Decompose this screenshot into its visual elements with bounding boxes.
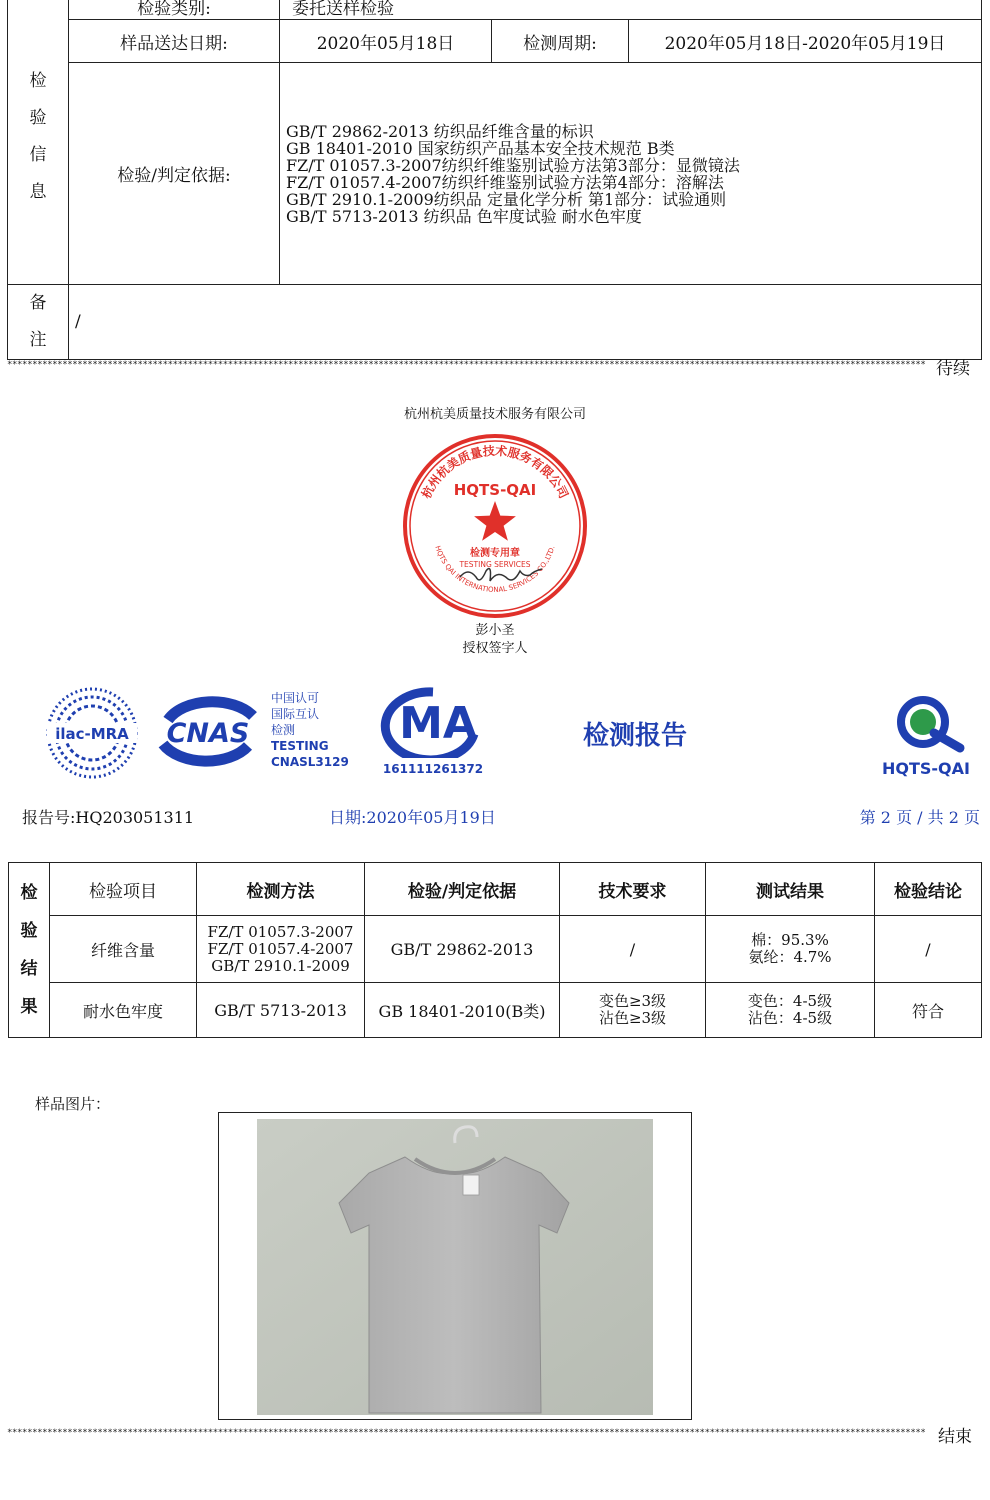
continued-text: 待续	[936, 359, 970, 379]
report-date: 日期:2020年05月19日	[329, 808, 496, 827]
sample-photo-label: 样品图片：	[35, 1095, 111, 1113]
header-item: 检验项目	[50, 863, 197, 916]
table-row	[9, 916, 982, 983]
row-item: 耐水色牢度	[50, 983, 197, 1038]
separator-stars: ***************************************************************************************************************************************************************************************	[7, 360, 926, 370]
basis-line: FZ/T 01057.4-2007纺织纤维鉴别试验方法第4部分：溶解法	[286, 172, 724, 192]
inspection-info-table	[7, 0, 982, 360]
results-section-label: 检 验 结 果	[9, 863, 50, 1038]
signatory-name: 彭小圣	[475, 623, 515, 638]
basis-line: GB/T 2910.1-2009纺织品 定量化学分析 第1部分：试验通则	[286, 189, 727, 209]
row-item: 纤维含量	[50, 916, 197, 983]
results-table	[8, 862, 982, 1038]
seal-english-text: HQTS QAI INTERNATIONAL SERVICES CO.,LTD.	[433, 544, 557, 594]
cnas-caption: 中国认可 国际互认 检测 TESTING CNASL3129	[271, 691, 349, 769]
seal-brand: HQTS-QAI	[453, 481, 537, 499]
sample-date-value: 2020年05月18日	[280, 20, 492, 63]
tshirt-photo	[219, 1113, 691, 1419]
basis-line: GB 18401-2010 国家纺织产品基本安全技术规范 B类	[286, 138, 675, 158]
seal-outer-text: 杭州杭美质量技术服务有限公司	[419, 443, 571, 501]
remarks-value: /	[69, 285, 982, 360]
results-header-row	[9, 863, 982, 916]
row-methods: GB/T 5713-2013	[197, 983, 365, 1038]
report-number: 报告号:HQ203051311	[22, 808, 195, 827]
basis-line: GB/T 5713-2013 纺织品 色牢度试验 耐水色牢度	[286, 206, 642, 226]
remarks-label: 备 注	[8, 285, 69, 360]
basis-label: 检验/判定依据:	[69, 63, 280, 285]
signatory-title: 授权签字人	[462, 641, 528, 656]
table-row	[9, 983, 982, 1038]
separator-continued	[7, 354, 983, 379]
test-period-label: 检测周期:	[492, 20, 629, 63]
hqts-logo	[868, 692, 983, 782]
ilac-text: ilac-MRA	[55, 725, 129, 743]
inspection-type-value: 委托送样检验	[280, 0, 982, 20]
row-basis: GB 18401-2010(B类)	[365, 983, 560, 1038]
testing-seal	[400, 431, 590, 621]
row-requirement: /	[560, 916, 706, 983]
ilac-mra-logo	[45, 686, 139, 780]
row-methods: FZ/T 01057.3-2007 FZ/T 01057.4-2007 GB/T 2910.1-2009	[197, 916, 365, 983]
row-conclusion: /	[875, 916, 982, 983]
cma-text: MA	[399, 698, 477, 749]
row-result: 变色：4-5级 沾色：4-5级	[706, 983, 875, 1038]
header-conclusion: 检验结论	[875, 863, 982, 916]
sample-photo-frame	[218, 1112, 692, 1420]
company-name: 杭州杭美质量技术服务有限公司	[403, 407, 586, 422]
row-conclusion: 符合	[875, 983, 982, 1038]
inspection-type-label: 检验类别:	[69, 0, 280, 20]
end-text: 结束	[938, 1427, 972, 1447]
star-icon	[474, 501, 516, 541]
header-requirement: 技术要求	[560, 863, 706, 916]
basis-line: GB/T 29862-2013 纺织品纤维含量的标识	[286, 121, 594, 141]
report-title: 检测报告	[582, 721, 687, 751]
row-result: 棉：95.3% 氨纶：4.7%	[706, 916, 875, 983]
cma-logo	[378, 684, 488, 784]
page-indicator: 第 2 页 / 共 2 页	[859, 808, 980, 827]
cma-number: 161111261372	[382, 762, 484, 776]
seal-type-en: TESTING SERVICES	[459, 560, 531, 569]
inspection-info-section-label: 检 验 信 息	[8, 0, 69, 285]
separator-end	[7, 1422, 983, 1447]
seal-type: 检测专用章	[470, 548, 520, 559]
basis-line: FZ/T 01057.3-2007纺织纤维鉴别试验方法第3部分：显微镜法	[286, 155, 740, 175]
header-result: 测试结果	[706, 863, 875, 916]
basis-list	[280, 63, 982, 285]
row-basis: GB/T 29862-2013	[365, 916, 560, 983]
cnas-logo	[153, 690, 263, 772]
test-period-value: 2020年05月18日-2020年05月19日	[629, 20, 982, 63]
sample-date-label: 样品送达日期:	[69, 20, 280, 63]
cnas-text: CNAS	[166, 718, 250, 749]
hqts-text: HQTS-QAI	[881, 759, 971, 778]
signatory-block	[0, 622, 990, 658]
header-basis: 检验/判定依据	[365, 863, 560, 916]
separator-stars: ***************************************************************************************************************************************************************************************	[7, 1428, 926, 1438]
header-method: 检测方法	[197, 863, 365, 916]
row-requirement: 变色≥3级 沾色≥3级	[560, 983, 706, 1038]
